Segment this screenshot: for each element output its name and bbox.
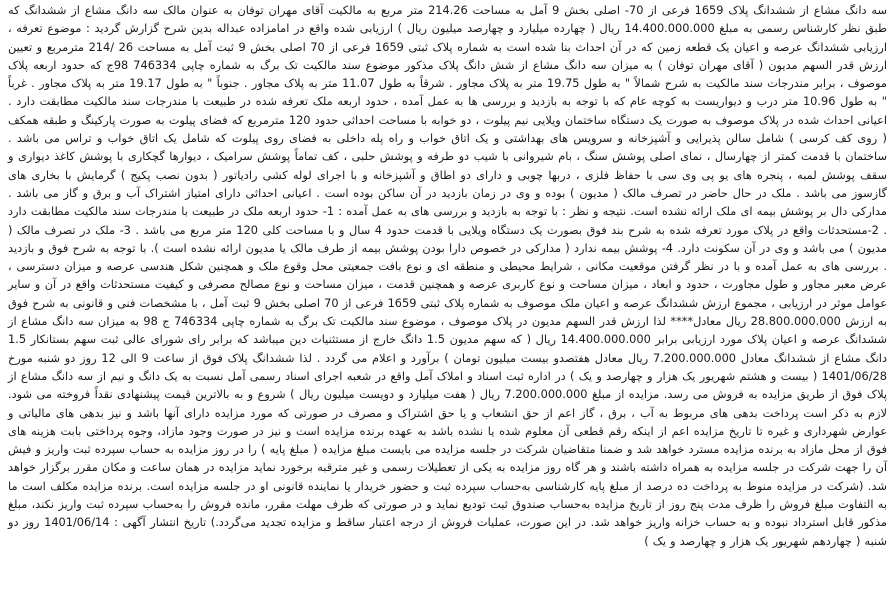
auction-notice-text: سه دانگ مشاع از ششدانگ پلاک 1659 فرعی از 70- اصلی بخش 9 آمل به مساحت 214.26 متر مربع به مالکیت آقای مهران توفان به عنوان مالک سه دانگ مشاع از ششدانگ که طبق نظر کارشناس رسمی به مبلغ 14.400.000.000 ریال ( چهارده میلیارد و چهارصد میلیون ریال ) ارزیابی شده واقع در امامزاده عبداله بدین شرح گزارش گردید : موضوع تعرفه ، ارزیابی ششدانگ عرصه و اعیان یک قطعه زمین که در آن احداث بنا شده است به شماره پلاک ثبتی 1659 فرعی از 70 اصلی بخش 9 ثبت آمل به مساحت 26 /214 مترمربع و تعیین ارزش قدر السهم مدیون ( آقای مهران توفان ) به میزان سه دانگ مشاع از شش دانگ پلاک مذکور موضوع سند مالکیت تک برگ به شماره چاپی 746334 98ج که حدود اربعه پلاک موصوف ، برابر مندرجات سند مالکیت به شرح شمالاً " به طول 19.75 متر به پلاک مجاور . شرقاً به طول 11.07 متر به پلاک مجاور . جنوباً " به طول 19.17 متر به پلاک مجاور . غرباً " به طول 10.96 متر درب و دیواریست به کوچه عام که با توجه به بازدید و بررسی ها به عمل آمده ، حدود اربعه ملک تعرفه شده در طبیعت با مندرجات سند مالکیت مطابقت دارد . اعیانی احداث شده در پلاک موصوف به صورت یک دستگاه ساختمان ویلایی نیم پیلوت ، دو خوابه با مساحت احداثی حدود 120 مترمربع که فضای پیلوت به صورت پارکینگ و طبقه همکف ( روی کف کرسی ) شامل سالن پذیرایی و آشپزخانه و سرویس های بهداشتی و یک اتاق خواب و راه پله داخلی به فضای روی پیلوت که شامل یک اتاق خواب و تراس می باشد . ساختمان با قدمت کمتر از چهارسال ، نمای اصلی پوشش سنگ ، بام شیروانی با شیب دو طرفه و پوشش حلبی ، کف تماماً پوشش سرامیک ، دیوارها گچکاری با پوشش کاغذ دیواری و سقف پوشش لمبه ، پنجره های یو پی وی سی با حفاظ فلزی ، دربها چوبی و دارای دو اطاق و آشپزخانه و با اجرای لوله کشی رادیاتور ( بدون نصب پکیج ) گرمایش با بخاری های گازسوز می باشد . ملک در حال حاضر در تصرف مالک ( مدیون ) بوده و وی در زمان بازدید در آن ساکن بوده است . اعیانی احداثی دارای امتیاز اشتراک آب و برق و گاز می باشد . مدارکی دال بر پوشش بیمه ای ملک ارائه نشده است. نتیجه و نظر : با توجه به بازدید و بررسی های به عمل آمده : 1- حدود اربعه ملک در طبیعت با مندرجات سند مالکیت مطابقت دارد . 2-مستحدثات واقع در پلاک مورد تعرفه شده به شرح بند فوق بصورت یک دستگاه ویلایی با قدمت حدود 4 سال و با مساحت کلی 120 متر مربع می باشد . 3- ملک در تصرف مالک ( مدیون ) می باشد و وی در آن سکونت دارد. 4- پوشش بیمه ندارد ( مدارکی در خصوص دارا بودن پوشش بیمه از طرف مالک یا مدیون ارائه نشده است ). با توجه به شرح فوق و بازدید . بررسی های به عمل آمده و با در نظر گرفتن موقعیت مکانی ، شرایط محیطی و منطقه ای و نوع بافت جمعیتی محل وقوع ملک و همچنین شکل هندسی عرصه و میزان دسترسی ، عرض معبر مجاور و طول مجاورت ، حدود و ابعاد ، میزان مساحت و نوع کاربری عرصه و همچنین قدمت ، میزان مساحت و نوع مصالح مصرفی و کیفیت مستحدثات واقع در آن و سایر عوامل موثر در ارزیابی ، مجموع ارزش ششدانگ عرصه و اعیان ملک موصوف به شماره پلاک ثبتی 1659 فرعی از 70 اصلی بخش 9 ثبت آمل ، با مشخصات فنی و قانونی به شرح فوق به ارزش 28.800.000.000 ریال معادل**** لذا ارزش قدر السهم مدیون در پلاک موصوف ، موضوع سند مالکیت تک برگ به شماره چاپی 746334 ج 98 به میزان سه دانگ مشاع از ششدانگ عرصه و اعیان پلاک مورد ارزیابی برابر 14.400.000.000 ریال ( که سهم مدیون 1.5 دانگ خارج از مستثنیات دین میباشد که برابر رای شورای عالی ثبت سهم بستانکار 1.5 دانگ مشاع از ششدانگ معادل 7.200.000.000 ریال معادل هفتصدو بیست میلیون تومان ) برآورد و اعلام می گردد . لذا ششدانگ پلاک فوق از ساعت 9 الی 12 روز دو شنبه مورخ 1401/06/28 ( بیست و هشتم شهریور یک هزار و چهارصد و یک ) در اداره ثبت اسناد و املاک آمل واقع در شعبه اجرای اسناد رسمی آمل نسبت به یک دانگ و نیم از سه دانگ مشاع از پلاک فوق از طریق مزایده به فروش می رسد. مزایده از مبلغ 7.200.000.000 ریال ( هفت میلیارد و دویست میلیون ریال ) شروع و به بالاترین قیمت پیشنهادی نقداً فروخته می شود. لازم به ذکر است پرداخت بدهی های مربوط به آب ، برق ، گاز اعم از حق انشعاب و یا حق اشتراک و مصرف در صورتی که مورد مزایده دارای آنها باشد و نیز بدهی های مالیاتی و عوارض شهرداری و غیره تا تاریخ مزایده اعم از اینکه رقم قطعی آن معلوم شده یا نشده باشد به عهده برنده مزایده است و نیز در صورت وجود مازاد، وجوه پرداختی بابت هزینه های فوق از محل مازاد به برنده مزایده مسترد خواهد شد و ضمنا متقاضیان شرکت در جلسه مزایده می بایست مبلغ مزایده ( مبلغ پایه ) را در روز مزایده به حساب سپرده ثبت واریز و فیش آن را جهت شرکت در جلسه مزایده به همراه داشته باشند و هر گاه روز مزایده به یکی از تعطیلات رسمی و غیر مترقبه برخورد نماید مزایده در همان ساعت و مکان مقرر برگزار خواهد شد. (شرکت در مزایده منوط به پرداخت ده درصد از مبلغ پایه کارشناسی به‌حساب سپرده ثبت و حضور خریدار یا نماینده قانونی او در جلسه مزایده است. برنده مزایده مکلف است ما به التفاوت مبلغ فروش را ظرف مدت پنج روز از تاریخ مزایده به‌حساب صندوق ثبت تودیع نماید و در صورتی که ظرف مهلت مقرر، مانده فروش را به‌حساب سپرده ثبت واریز نکند، مبلغ مذکور قابل استرداد نبوده و به حساب خزانه واریز خواهد شد. در این صورت، عملیات فروش از درجه اعتبار ساقط و مزایده تجدید می‌گردد.) تاریخ انتشار آگهی : 1401/06/14 روز دو شنبه ( چهاردهم شهریور یک هزار و چهارصد و یک )	[8, 3, 888, 548]
